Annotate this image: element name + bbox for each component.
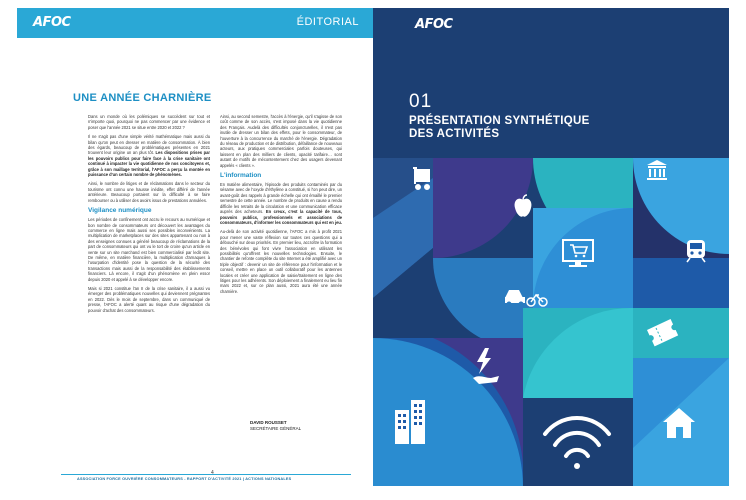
- signature-block: [250, 420, 301, 432]
- paragraph: [220, 182, 342, 225]
- paragraph: Les périodes de confinement ont accru le recours au numérique et bon nombre de consommateurs ont découvert les avantages du commerce en ligne mais aussi ses possibles inconvénients. La multiplication de marketplaces sur des sites appartenant ou non à des enseignes connues a généré beaucoup de réclamations de la part de consommateurs qui ont vu le tort de croire qu'un article en vente sur un site marchand est bien commercialisé par ledit site. De même, en matière financière, la multiplication d'arnaques à l'usurpation d'identité pose la question de la sécurité des transactions mais aussi de la responsabilité des établissements financiers. Là encore, il s'agit d'un phénomène en plein essor depuis 2020 et appelé à se développer encore.: [88, 217, 210, 282]
- text-column-1: [88, 114, 210, 317]
- paragraph-text: Il ne s'agit pas d'une simple vérité mathématique mais aussi du bilan qu'on peut en dresser en matière de consommation. À bien des égards, beaucoup de problématiques présentes en 2021 trouvent leur origine un an plus tôt.: [88, 134, 210, 156]
- afoc-logo: AFOC: [415, 17, 453, 32]
- page-number: 4: [211, 470, 214, 476]
- signature-role: SECRÉTAIRE GÉNÉRAL: [250, 426, 302, 431]
- paragraph: Au-delà de son activité quotidienne, l'AFOC a mis à profit 2021 pour mener une vaste réflexion sur toutes ces questions qui a débouché sur deux priorités. En premier lieu, accroître la formation des bénévoles qui font vivre l'association en utilisant les possibilités qu'offrent les nouvelles technologies. Ensuite, le chantier de refonte complète du site Internet a été amplifié avec un triple objectif : devenir un site de référence pour l'information et le conseil, mettre en place un outil collaboratif pour les antennes locales et créer une application de saisie/traitement en ligne des litiges pour les adhérents. Son déploiement a finalement eu lieu fin mars 2022 et, sur ce plan aussi, 2021 aura été une année charnière.: [220, 229, 342, 294]
- paragraph: Mais si 2021 constitue l'an II de la crise sanitaire, il a aussi vu émerger des problématiques nouvelles qui deviennent prégnantes en 2022. Dès le mois de septembre, dans un communiqué de presse, l'AFOC a alerté quant au risque d'une dégradation du pouvoir d'achat des consommateurs.: [88, 285, 210, 313]
- section-number: 01: [409, 91, 433, 112]
- left-page: [17, 8, 373, 486]
- shape: [523, 398, 633, 486]
- subheading: Vigilance numérique: [88, 207, 152, 215]
- paragraph-bold: Les dispositions prises par les pouvoirs publics pour faire face à la crise sanitaire ont continué à impacter la vie quotidienne de nos concitoyens et, grâce à son maillage territorial, l'AFOC a perçu la montée en puissance d'un certain nombre de phénomènes.: [88, 150, 210, 178]
- text-column-2: [220, 114, 342, 298]
- geometric-illustration: [373, 8, 729, 486]
- afoc-logo: AFOC: [33, 15, 71, 30]
- paragraph: Ainsi, le nombre de litiges et de réclamations dans le secteur du tourisme ont connu une hausse inédite, effet différé de l'année antérieure. Beaucoup portaient sur la difficulté à se faire rembourser ou à utiliser des avoirs issus de prestations annulées.: [88, 181, 210, 203]
- shape: [633, 308, 729, 358]
- page-footer: ASSOCIATION FORCE OUVRIÈRE CONSOMMATEURS - RAPPORT D'ACTIVITÉ 2021 | ACTIONS NATIONALES: [77, 477, 292, 481]
- right-page: [373, 8, 729, 486]
- section-label: ÉDITORIAL: [296, 16, 359, 28]
- section-title: [409, 115, 590, 141]
- paragraph: [88, 134, 210, 177]
- paragraph-bold: En creux, c'est la capacité de tous, pouvoirs publics, professionnels et associations de consommateurs, d'informer les consommateurs qui est en jeu.: [220, 209, 343, 225]
- paragraph-text: En matière alimentaire, l'épisode des produits contaminés par du sésame avec de l'oxyde d'éthylène a constitué, si l'on peut dire, un avant-goût des rappels à grande échelle qui ont émaillé le premier semestre de cette année. Le nombre de produits en cause a rendu difficile les retraits de la circulation et une communication efficace auprès des acheteurs.: [220, 182, 342, 215]
- section-title-line: DES ACTIVITÉS: [409, 128, 500, 140]
- article-title: UNE ANNÉE CHARNIÈRE: [73, 92, 212, 104]
- subheading: L'information: [220, 172, 262, 180]
- paragraph: Ainsi, au second semestre, l'accès à l'énergie, qu'il s'agisse de son coût comme de son accès, s'est imposé dans la vie quotidienne des Français. Audelà des difficultés conjoncturelles, il n'est pas inutile de dresser un bilan des effets, pour le consommateur, de l'ouverture à la concurrence du marché de l'énergie. Dégradation du réseau de production et de distribution, défaillance de nouveaux acteurs, aux pratiques commerciales parfois douteuses, qui laissent en plan des milliers de clients, opacité tarifaire… sont autant de motifs de mécontentement chez des usagers devenant appelés « clients ».: [220, 114, 342, 168]
- signature-name: DAVID ROUSSET: [250, 420, 287, 425]
- section-title-line: PRÉSENTATION SYNTHÉTIQUE: [409, 115, 590, 127]
- page-header-bar: [17, 8, 373, 38]
- paragraph: Dans un monde où les polémiques se succèdent sur tout et n'importe quoi, pourquoi ne pas commencer par une évidence et poser que l'année 2021 se situe entre 2020 et 2022 ?: [88, 114, 210, 130]
- footer-divider: [61, 474, 351, 475]
